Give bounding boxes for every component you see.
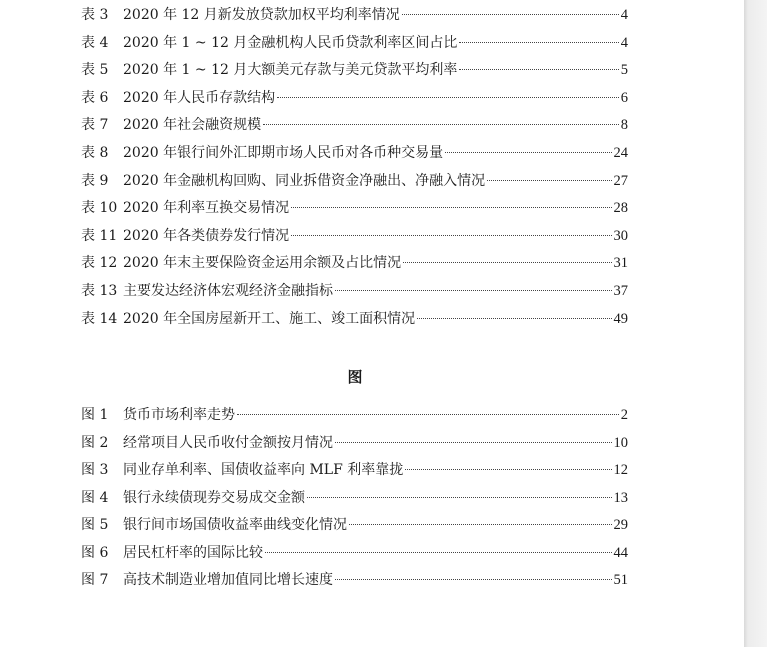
toc-entry-table-5[interactable] [81,57,628,85]
toc-entry-table-11[interactable] [81,223,628,251]
toc-label: 表 8 [81,144,109,161]
toc-label: 表 4 [81,34,109,51]
toc-title: 主要发达经济体宏观经济金融指标 [123,282,333,299]
toc-title: 2020 年社会融资规模 [123,117,262,134]
toc-title: 同业存单利率、国债收益率向 MLF 利率靠拢 [123,462,404,478]
dot-leader [402,14,619,15]
toc-label: 表 6 [81,89,109,106]
toc-label: 图 6 [81,544,109,561]
toc-page-number: 37 [613,282,628,299]
toc-page-number: 30 [613,227,628,244]
toc-page-number: 4 [620,34,628,51]
dot-leader [405,469,611,470]
toc-label: 图 7 [81,572,109,588]
toc-entry-figure-5[interactable] [81,512,628,540]
dot-leader [263,124,619,125]
dot-leader [335,579,612,580]
toc-label: 表 13 [81,282,118,299]
toc-page-number: 51 [613,572,628,588]
dot-leader [487,180,611,181]
toc-label: 表 11 [81,227,118,244]
toc-entry-table-9[interactable] [81,168,628,196]
toc-entry-figure-1[interactable] [81,402,628,430]
toc-entry-table-13[interactable] [81,278,628,306]
toc-label: 图 1 [81,407,109,423]
toc-title: 高技术制造业增加值同比增长速度 [123,572,333,588]
toc-page-number: 5 [620,62,628,79]
toc-label: 图 3 [81,462,109,478]
dot-leader [349,524,612,525]
toc-label: 表 9 [81,172,109,189]
toc-title: 2020 年利率互换交易情况 [123,200,290,217]
toc-entry-table-4[interactable] [81,30,628,58]
toc-page-number: 27 [613,172,628,189]
toc-entry-table-14[interactable] [81,306,628,334]
viewer-background [744,0,767,647]
toc-page-number: 44 [613,544,628,561]
toc-entry-figure-3[interactable] [81,457,628,485]
toc-title: 2020 年 1 ~ 12 月大额美元存款与美元贷款平均利率 [123,62,458,79]
toc-page-number: 29 [613,517,628,533]
dot-leader [291,207,611,208]
toc-page-number: 24 [613,144,628,161]
toc-entry-table-7[interactable] [81,112,628,140]
toc-page-number: 10 [613,434,628,451]
toc-entry-table-6[interactable] [81,85,628,113]
dot-leader [265,552,612,553]
toc-title: 2020 年各类债券发行情况 [123,227,290,244]
toc-page-number: 4 [620,7,628,23]
toc-title: 2020 年 1 ~ 12 月金融机构人民币贷款利率区间占比 [123,34,458,51]
dot-leader [237,414,619,415]
toc-title: 2020 年银行间外汇即期市场人民币对各币种交易量 [123,144,444,161]
toc-page-number: 8 [620,117,628,134]
dot-leader [277,97,619,98]
toc-page-number: 49 [613,310,628,327]
toc-page-number: 13 [613,489,628,506]
toc-entry-table-8[interactable] [81,140,628,168]
toc-label: 图 4 [81,489,109,506]
toc-entry-table-10[interactable] [81,195,628,223]
toc-label: 图 5 [81,517,109,533]
toc-title: 2020 年人民币存款结构 [123,89,276,106]
dot-leader [307,497,612,498]
toc-page-number: 6 [620,89,628,106]
dot-leader [459,69,618,70]
toc-title: 经常项目人民币收付金额按月情况 [123,434,333,451]
toc-entry-figure-7[interactable] [81,567,628,595]
toc-title: 2020 年 12 月新发放贷款加权平均利率情况 [123,7,400,23]
dot-leader [459,42,618,43]
toc-entry-figure-2[interactable] [81,430,628,458]
toc-label: 表 12 [81,255,118,272]
toc-entry-table-12[interactable] [81,250,628,278]
toc-entry-table-3[interactable] [81,2,628,30]
dot-leader [335,442,612,443]
dot-leader [403,262,611,263]
toc-label: 表 3 [81,7,109,23]
toc-label: 表 14 [81,310,118,327]
toc-title: 银行永续债现券交易成交金额 [123,489,305,506]
toc-title: 2020 年全国房屋新开工、施工、竣工面积情况 [123,310,416,327]
toc-label: 表 5 [81,62,109,79]
dot-leader [291,235,611,236]
dot-leader [417,318,611,319]
toc-page-number: 12 [613,462,628,478]
table-of-tables [81,2,628,333]
toc-entry-figure-6[interactable] [81,540,628,568]
toc-title: 银行间市场国债收益率曲线变化情况 [123,517,347,533]
toc-page-number: 31 [613,255,628,272]
toc-title: 居民杠杆率的国际比较 [123,544,263,561]
toc-page-number: 2 [620,407,628,423]
toc-label: 表 10 [81,200,118,217]
toc-title: 2020 年末主要保险资金运用余额及占比情况 [123,255,402,272]
toc-entry-figure-4[interactable] [81,485,628,513]
figures-section-heading: 图 [347,368,363,386]
dot-leader [445,152,611,153]
toc-page-number: 28 [613,200,628,217]
dot-leader [335,290,612,291]
toc-label: 图 2 [81,434,109,451]
toc-title: 货币市场利率走势 [123,407,235,423]
table-of-figures [81,402,628,595]
toc-label: 表 7 [81,117,109,134]
toc-title: 2020 年金融机构回购、同业拆借资金净融出、净融入情况 [123,172,486,189]
